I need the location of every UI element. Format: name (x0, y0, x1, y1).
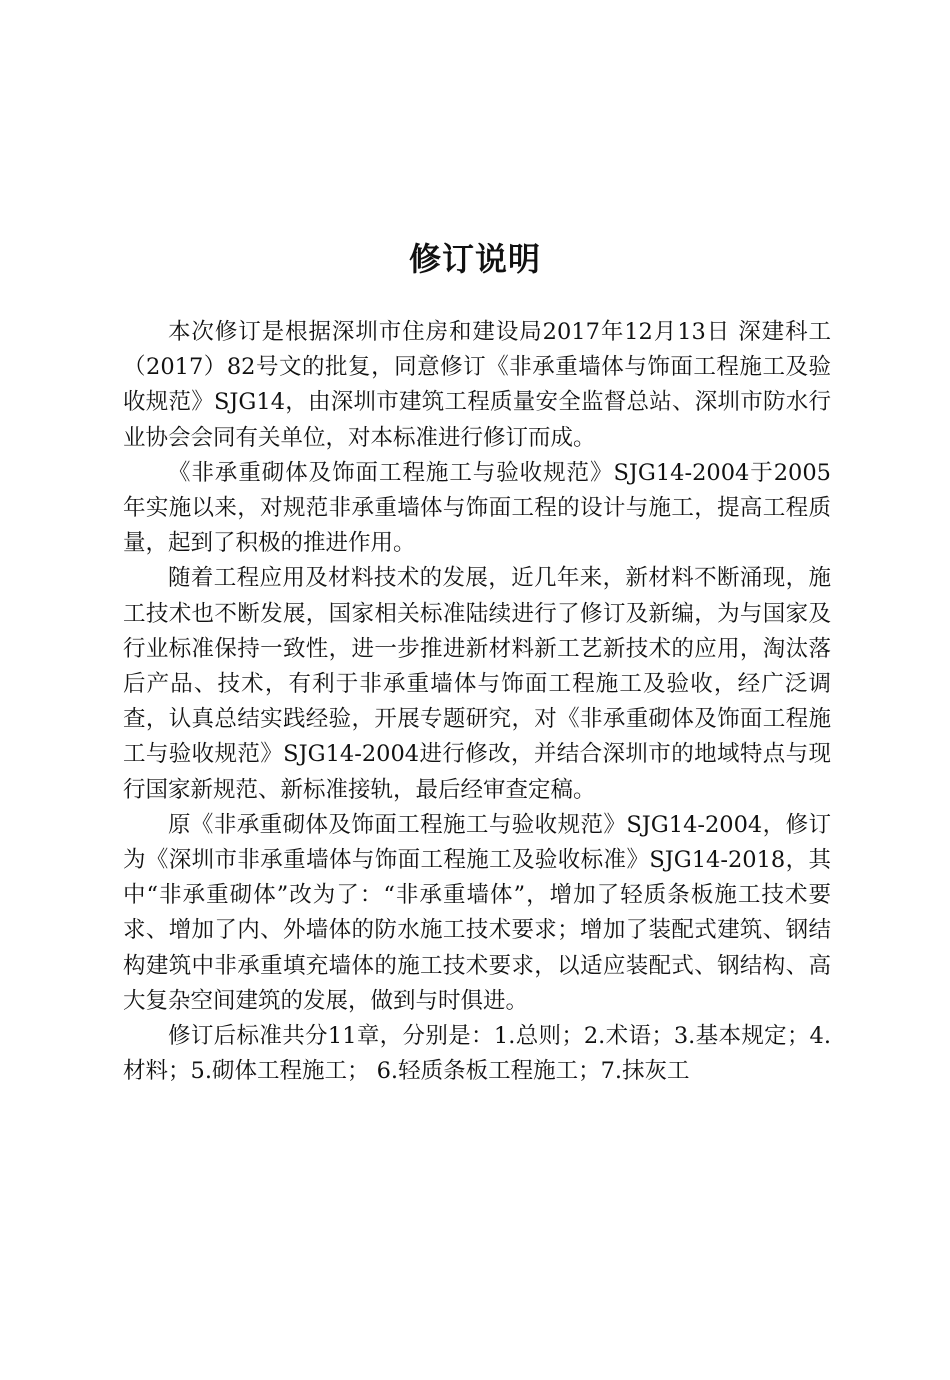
paragraph-chapter-list: 修订后标准共分11章，分别是：1.总则；2.术语；3.基本规定；4.材料；5.砌体工程施工； 6.轻质条板工程施工；7.抹灰工 (123, 1023, 831, 1085)
paragraph-revision-changes: 原《非承重砌体及饰面工程施工与验收规范》SJG14-2004，修订为《深圳市非承重墙体与饰面工程施工及验收标准》SJG14-2018，其中“非承重砌体”改为了：“非承重墙体”，增加了轻质条板施工技术要求、增加了内、外墙体的防水施工技术要求；增加了装配式建筑、钢结构建筑中非承重填充墙体的施工技术要求，以适应装配式、钢结构、高大复杂空间建筑的发展，做到与时俱进。 (123, 811, 831, 1014)
paragraph-original-standard: 《非承重砌体及饰面工程施工与验收规范》SJG14-2004于2005年实施以来，对规范非承重墙体与饰面工程的设计与施工，提高工程质量，起到了积极的推进作用。 (123, 459, 831, 557)
page-title: 修订说明 (408, 240, 541, 279)
paragraph-revision-background: 随着工程应用及材料技术的发展，近几年来，新材料不断涌现，施工技术也不断发展，国家相关标准陆续进行了修订及新编，为与国家及行业标准保持一致性，进一步推进新材料新工艺新技术的应用，淘汰落后产品、技术，有利于非承重墙体与饰面工程施工及验收，经广泛调查，认真总结实践经验，开展专题研究，对《非承重砌体及饰面工程施工与验收规范》SJG14-2004进行修改，并结合深圳市的地域特点与现行国家新规范、新标准接轨，最后经审查定稿。 (123, 565, 831, 803)
document-body (123, 315, 831, 1089)
paragraph-revision-basis: 本次修订是根据深圳市住房和建设局2017年12月13日 深建科工（2017）82号文的批复，同意修订《非承重墙体与饰面工程施工及验收规范》SJG14，由深圳市建筑工程质量安全监督总站、深圳市防水行业协会会同有关单位，对本标准进行修订而成。 (123, 319, 831, 451)
